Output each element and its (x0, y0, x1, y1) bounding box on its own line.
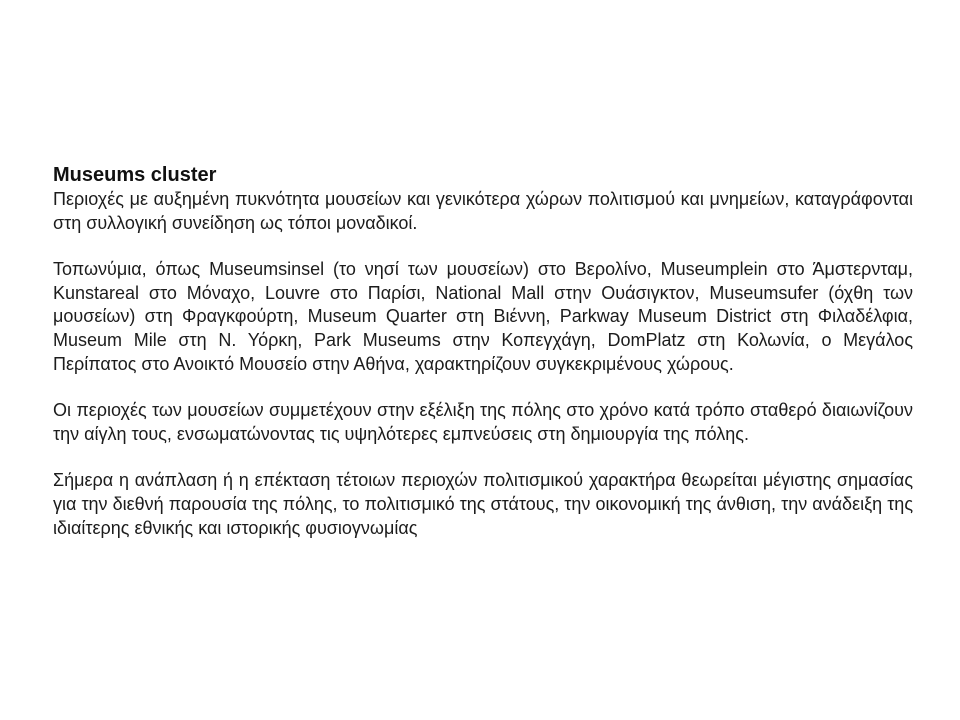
slide-body (53, 162, 913, 540)
paragraph-evolution: Οι περιοχές των μουσείων συμμετέχουν στην εξέλιξη της πόλης στο χρόνο κατά τρόπο σταθερό διαιωνίζουν την αίγλη τους, ενσωματώνοντας τις υψηλότερες εμπνεύσεις στη δημιουργία της πόλης. (53, 400, 913, 444)
paragraph-toponyms: Τοπωνύμια, όπως Museumsinsel (το νησί των μουσείων) στο Βερολίνο, Museumplein στο Άμστερνταμ, Kunstareal στο Μόναχο, Louvre στο Παρίσι, National Mall στην Ουάσιγκτον, Museumsufer (όχθη των μουσείων) στη Φραγκφούρτη, Museum Quarter στη Βιέννη, Parkway Museum District στη Φιλαδέλφια, Museum Mile στη Ν. Υόρκη, Park Museums στην Κοπεγχάγη, DomPlatz στη Κολωνία, ο Μεγάλος Περίπατος στο Ανοικτό Μουσείο στην Αθήνα, χαρακτηρίζουν συγκεκριμένους χώρους. (53, 259, 913, 374)
slide-title: Museums cluster (53, 164, 217, 186)
paragraph-intro: Περιοχές με αυξημένη πυκνότητα μουσείων και γενικότερα χώρων πολιτισμού και μνημείων, καταγράφονται στη συλλογική συνείδηση ως τόποι μοναδικοί. (53, 189, 913, 233)
paragraph-today: Σήμερα η ανάπλαση ή η επέκταση τέτοιων περιοχών πολιτισμικού χαρακτήρα θεωρείται μέγιστης σημασίας για την διεθνή παρουσία της πόλης, το πολιτισμικό της στάτους, την οικονομική της άνθιση, την ανάδειξη της ιδιαίτερης εθνικής και ιστορικής φυσιογνωμίας (53, 470, 913, 538)
